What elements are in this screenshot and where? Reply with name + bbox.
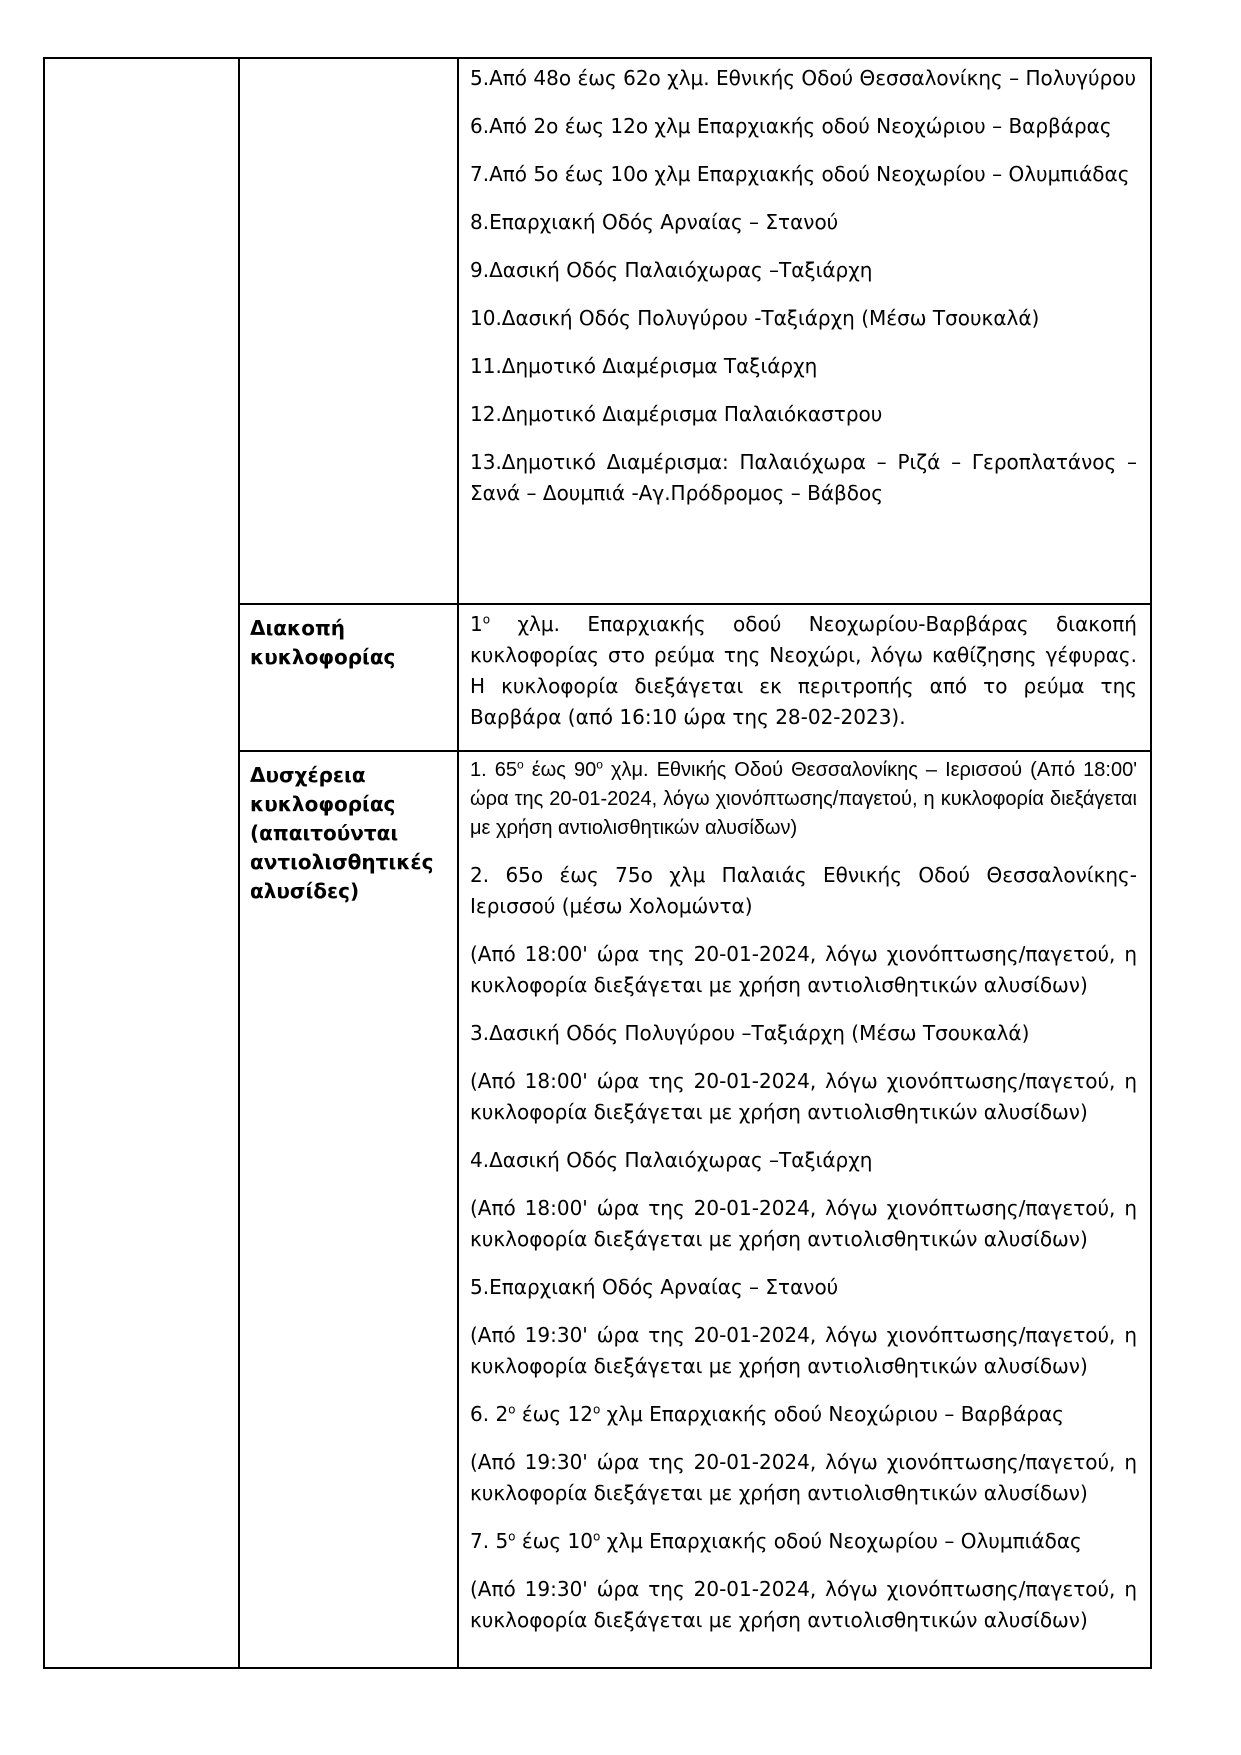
cell-paragraph: 12.Δημοτικό Διαμέρισμα Παλαιόκαστρου — [470, 402, 883, 426]
cell-paragraph: 8.Επαρχιακή Οδός Αρναίας – Στανού — [470, 210, 839, 234]
cell-paragraph: 7.Από 5ο έως 10ο χλμ Επαρχιακής οδού Νεοχωρίου – Ολυμπιάδας — [470, 162, 1130, 186]
row3-label-cell — [240, 750, 459, 1667]
row1-content-cell — [459, 59, 1150, 603]
cell-paragraph: 5.Επαρχιακή Οδός Αρναίας – Στανού — [470, 1275, 839, 1299]
superscript-ordinal: ο — [508, 1529, 516, 1544]
superscript-ordinal: ο — [508, 1402, 516, 1417]
cell-paragraph: (Από 18:00' ώρα της 20-01-2024, λόγω χιονόπτωσης/παγετού, η κυκλοφορία διεξάγεται με χρήση αντιολισθητικών αλυσίδων) — [470, 1069, 1137, 1124]
road-status-table — [43, 57, 1152, 1669]
row3-content-cell — [459, 750, 1150, 1667]
cell-paragraph: (Από 18:00' ώρα της 20-01-2024, λόγω χιονόπτωσης/παγετού, η κυκλοφορία διεξάγεται με χρήση αντιολισθητικών αλυσίδων) — [470, 942, 1137, 997]
cell-paragraph: 2. 65ο έως 75ο χλμ Παλαιάς Εθνικής Οδού Θεσσαλονίκης-Ιερισσού (μέσω Χολομώντα) — [470, 863, 1137, 918]
row3-label: Δυσχέρεια κυκλοφορίας (απαιτούνται αντιολισθητικές αλυσίδες) — [250, 763, 434, 903]
row2-content-cell — [459, 603, 1150, 750]
cell-paragraph: $1^o$ χλμ. Επαρχιακής οδού Νεοχωρίου-Βαρβάρας διακοπή κυκλοφορίας στο ρεύμα της Νεοχώρι, λόγω καθίζησης γέφυρας. Η κυκλοφορία διεξάγεται εκ περιτροπής από το ρεύμα της Βαρβάρα (από 16:10 ώρα της 28-02-2023). — [470, 612, 1137, 729]
cell-paragraph: 11.Δημοτικό Διαμέρισμα Ταξιάρχη — [470, 354, 818, 378]
cell-paragraph: (Από 18:00' ώρα της 20-01-2024, λόγω χιονόπτωσης/παγετού, η κυκλοφορία διεξάγεται με χρήση αντιολισθητικών αλυσίδων) — [470, 1196, 1137, 1251]
cell-paragraph: 5.Από 48ο έως 62ο χλμ. Εθνικής Οδού Θεσσαλονίκης – Πολυγύρου — [470, 66, 1137, 90]
left-empty-column — [45, 59, 240, 1667]
cell-paragraph: (Από 19:30' ώρα της 20-01-2024, λόγω χιονόπτωσης/παγετού, η κυκλοφορία διεξάγεται με χρήση αντιολισθητικών αλυσίδων) — [470, 1577, 1137, 1632]
superscript-ordinal: ο — [592, 1529, 601, 1544]
cell-paragraph: 7. $5^o$ έως $10^o$ χλμ Επαρχιακής οδού Νεοχωρίου – Ολυμπιάδας — [470, 1529, 1082, 1553]
superscript-ordinal: ο — [592, 1402, 601, 1417]
row1-label-cell — [240, 59, 459, 603]
cell-paragraph: 4.Δασική Οδός Παλαιόχωρας –Ταξιάρχη — [470, 1148, 873, 1172]
cell-paragraph: 9.Δασική Οδός Παλαιόχωρας –Ταξιάρχη — [470, 258, 873, 282]
row2-label-cell — [240, 603, 459, 750]
superscript-ordinal: ο — [482, 612, 491, 627]
cell-paragraph: (Από 19:30' ώρα της 20-01-2024, λόγω χιονόπτωσης/παγετού, η κυκλοφορία διεξάγεται με χρήση αντιολισθητικών αλυσίδων) — [470, 1323, 1137, 1378]
cell-paragraph: 3.Δασική Οδός Πολυγύρου –Ταξιάρχη (Μέσω Τσουκαλά) — [470, 1021, 1030, 1045]
cell-paragraph: 10.Δασική Οδός Πολυγύρου -Ταξιάρχη (Μέσω Τσουκαλά) — [470, 306, 1040, 330]
cell-paragraph: 1. $65^o$ έως $90^o$ χλμ. Εθνικής Οδού Θεσσαλονίκης – Ιερισσού (Από 18:00' ώρα της 20-01-2024, λόγω χιονόπτωσης/παγετού, η κυκλοφορία διεξάγεται με χρήση αντιολισθητικών αλυσίδων) — [470, 757, 1138, 839]
cell-paragraph: (Από 19:30' ώρα της 20-01-2024, λόγω χιονόπτωσης/παγετού, η κυκλοφορία διεξάγεται με χρήση αντιολισθητικών αλυσίδων) — [470, 1450, 1137, 1505]
cell-paragraph: 13.Δημοτικό Διαμέρισμα: Παλαιόχωρα – Ριζά – Γεροπλατάνος – Σανά – Δουμπιά -Αγ.Πρόδρομος – Βάβδος — [470, 450, 1137, 505]
cell-paragraph: 6.Από 2ο έως 12ο χλμ Επαρχιακής οδού Νεοχώριου – Βαρβάρας — [470, 114, 1112, 138]
superscript-ordinal: ο — [516, 757, 524, 772]
row2-label: Διακοπή κυκλοφορίας — [250, 616, 396, 669]
superscript-ordinal: ο — [596, 757, 603, 772]
cell-paragraph: 6. $2^o$ έως $12^o$ χλμ Επαρχιακής οδού Νεοχώριου – Βαρβάρας — [470, 1402, 1064, 1426]
